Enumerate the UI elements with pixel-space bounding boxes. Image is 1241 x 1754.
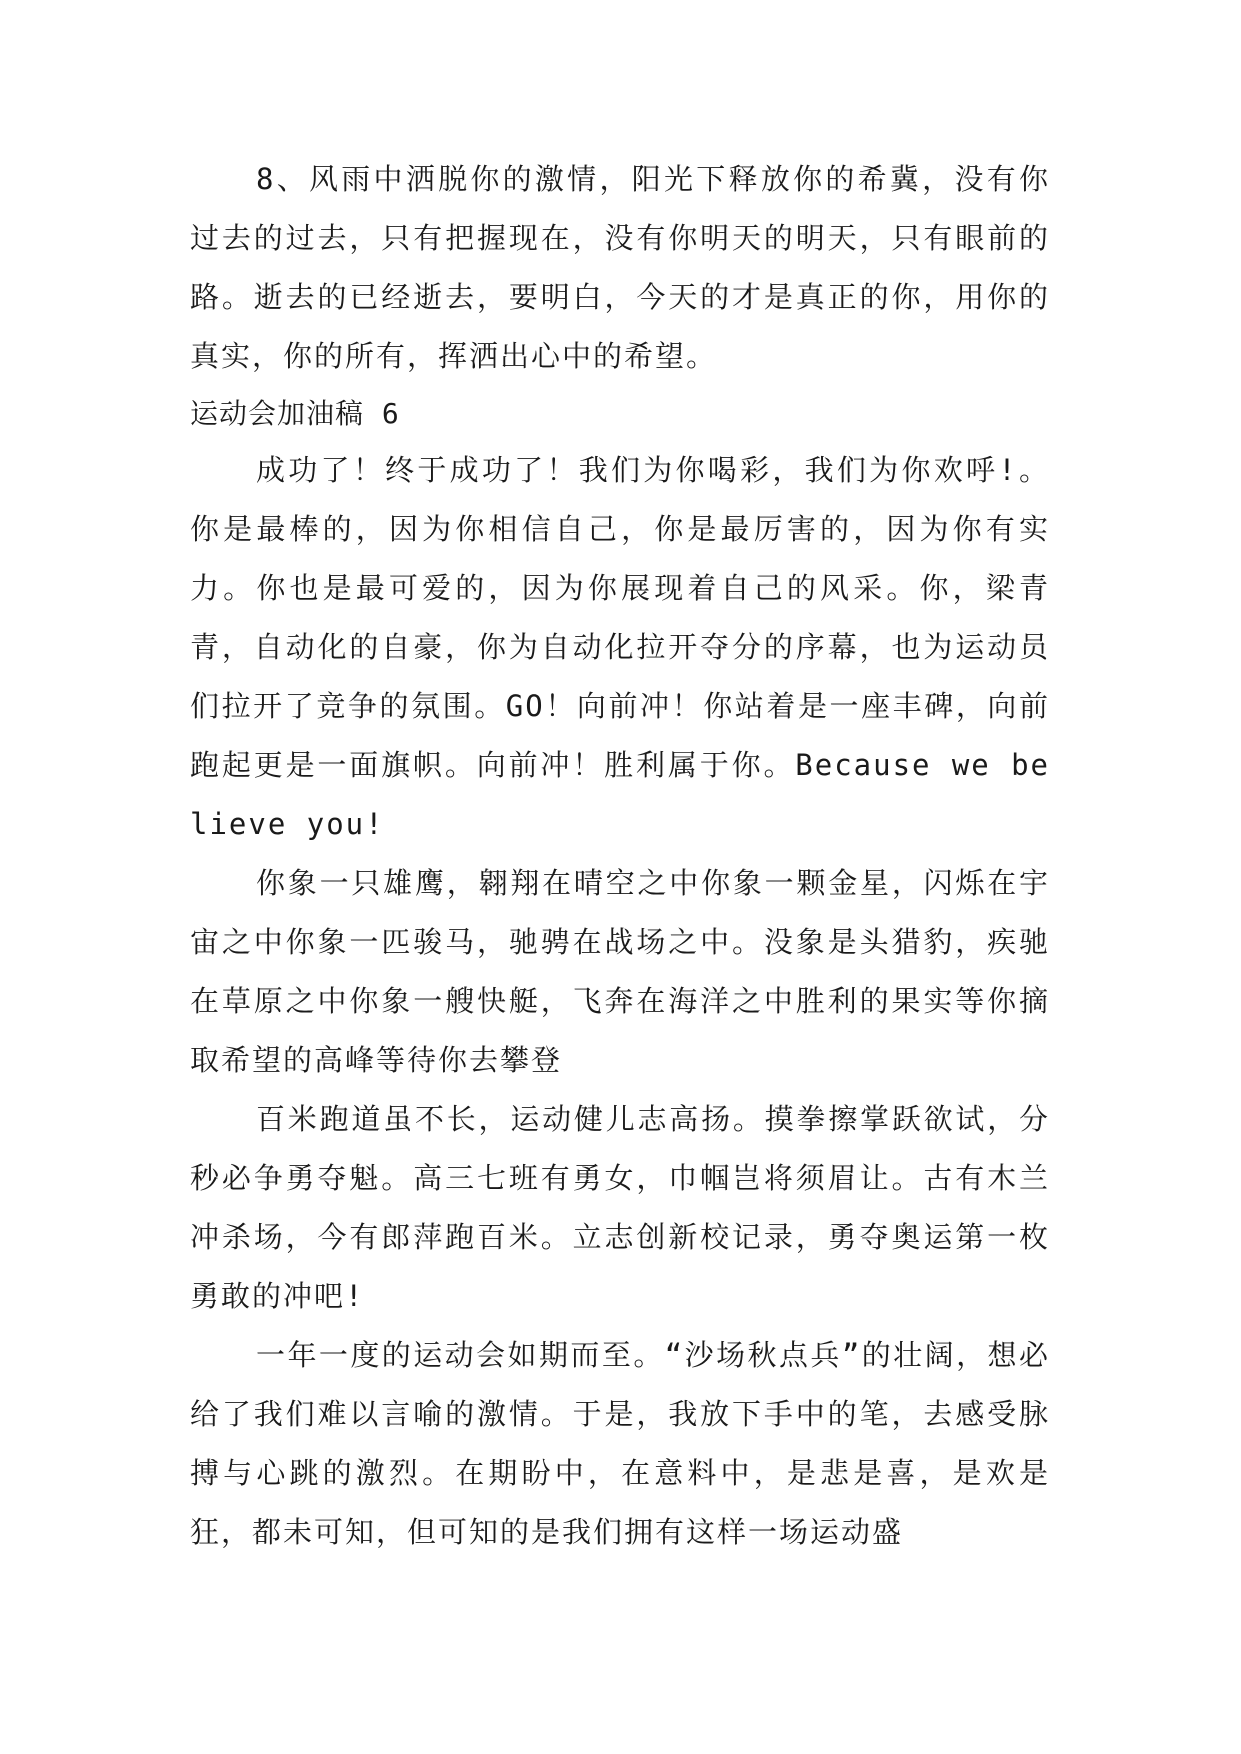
paragraph-success: 成功了！终于成功了！我们为你喝彩，我们为你欢呼!。你是最棒的，因为你相信自己，你是最厉害的，因为你有实力。你也是最可爱的，因为你展现着自己的风采。你，梁青青，自动化的自豪，你为自动化拉开夺分的序幕，也为运动员们拉开了竞争的氛围。GO！向前冲！你站着是一座丰碑，向前跑起更是一面旗帜。向前冲！胜利属于你。Because we believe you! <box>190 453 1050 841</box>
section-heading: 运动会加油稿 6 <box>190 397 400 430</box>
paragraph-hundred-meters: 百米跑道虽不长，运动健儿志高扬。摸拳擦掌跃欲试，分秒必争勇夺魁。高三七班有勇女，巾帼岂将须眉让。古有木兰冲杀场，今有郎萍跑百米。立志创新校记录，勇夺奥运第一枚勇敢的冲吧! <box>190 1102 1050 1313</box>
paragraph-sports-meet: 一年一度的运动会如期而至。“沙场秋点兵”的壮阔，想必给了我们难以言喻的激情。于是，我放下手中的笔，去感受脉搏与心跳的激烈。在期盼中，在意料中，是悲是喜，是欢是狂，都未可知，但可知的是我们拥有这样一场运动盛 <box>190 1338 1050 1549</box>
paragraph-8: 8、风雨中洒脱你的激情，阳光下释放你的希冀，没有你过去的过去，只有把握现在，没有你明天的明天，只有眼前的路。逝去的已经逝去，要明白，今天的才是真正的你，用你的真实，你的所有，挥洒出心中的希望。 <box>190 162 1050 373</box>
paragraph-eagle: 你象一只雄鹰，翱翔在晴空之中你象一颗金星，闪烁在宇宙之中你象一匹骏马，驰骋在战场之中。没象是头猎豹，疾驰在草原之中你象一艘快艇，飞奔在海洋之中胜利的果实等你摘取希望的高峰等待你去攀登 <box>190 866 1050 1077</box>
document-body <box>190 150 1050 1562</box>
